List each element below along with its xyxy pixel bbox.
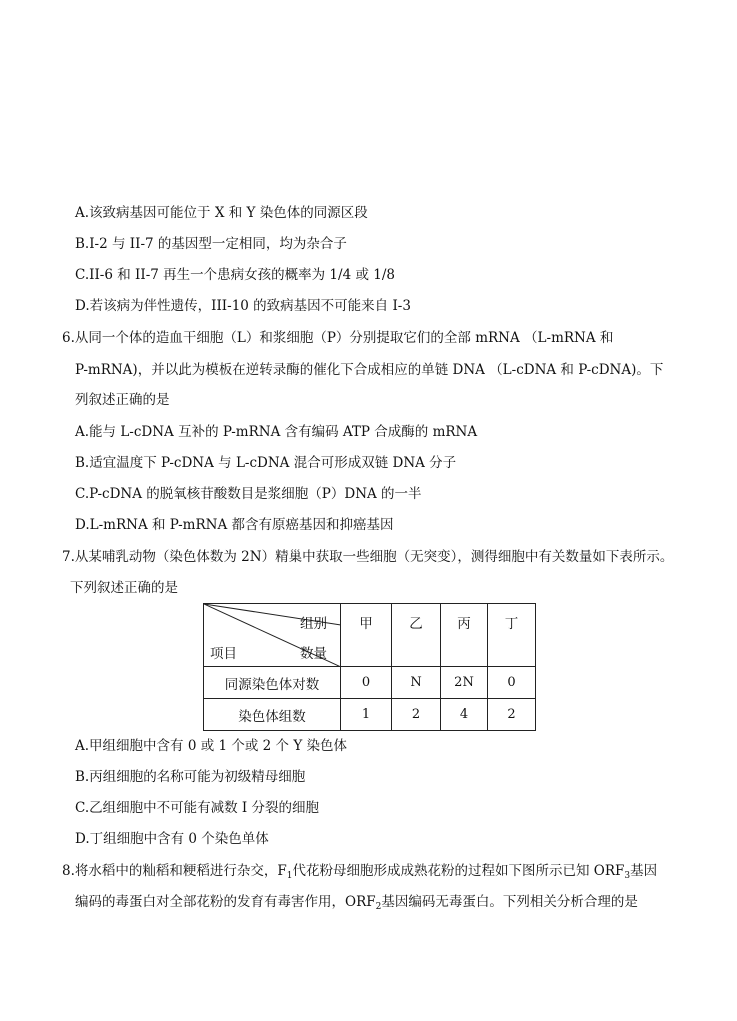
table-corner-cell (204, 604, 341, 667)
table-cell: 2 (488, 699, 536, 731)
q5-option-a: A.该致病基因可能位于 X 和 Y 染色体的同源区段 (75, 205, 368, 221)
table-cell: 4 (441, 699, 488, 731)
corner-label-group: 组别 (300, 616, 327, 632)
q7-option-a: A.甲组细胞中含有 0 或 1 个或 2 个 Y 染色体 (75, 738, 348, 754)
q7-stem-line-2: 下列叙述正确的是 (70, 580, 178, 596)
q6-option-c: C.P-cDNA 的脱氧核苷酸数目是浆细胞（P）DNA 的一半 (75, 486, 422, 502)
table-cell: 0 (488, 667, 536, 699)
table-row (204, 699, 536, 731)
row-label-chromosome-sets: 染色体组数 (204, 699, 341, 731)
group-header-bing: 丙 (441, 604, 488, 667)
q6-stem-line-1: 6.从同一个体的造血干细胞（L）和浆细胞（P）分别提取它们的全部 mRNA （L-mRNA 和 (62, 330, 614, 346)
q7-data-table (203, 603, 536, 731)
corner-label-quantity: 数量 (300, 646, 327, 662)
q8-stem-line-2 (75, 893, 638, 911)
q8-line1-sub-3: 3 (624, 871, 631, 881)
q6-stem-line-3: 列叙述正确的是 (75, 392, 170, 408)
q5-option-d: D.若该病为伴性遗传，III-10 的致病基因不可能来自 I-3 (75, 298, 411, 314)
q8-stem-line-1 (62, 862, 657, 880)
table-cell: 2 (392, 699, 441, 731)
group-header-jia: 甲 (341, 604, 392, 667)
table-cell: 0 (341, 667, 392, 699)
table-cell: 2N (441, 667, 488, 699)
table-cell: 1 (341, 699, 392, 731)
q5-option-b: B.I-2 与 II-7 的基因型一定相同，均为杂合子 (75, 236, 347, 252)
q8-line2-part-a: 编码的毒蛋白对全部花粉的发育有毒害作用，ORF (75, 894, 376, 910)
q8-line1-sub-1: 1 (286, 871, 293, 881)
q8-line2-part-b: 基因编码无毒蛋白。下列相关分析合理的是 (381, 894, 638, 910)
q7-stem-line-1: 7.从某哺乳动物（染色体数为 2N）精巢中获取一些细胞（无突变），测得细胞中有关数量如下表所示。 (62, 549, 674, 565)
group-header-ding: 丁 (488, 604, 536, 667)
q7-option-b: B.丙组细胞的名称可能为初级精母细胞 (75, 769, 306, 785)
q6-option-a: A.能与 L-cDNA 互补的 P-mRNA 含有编码 ATP 合成酶的 mRNA (75, 424, 478, 440)
table-row (204, 667, 536, 699)
q8-line1-part-a: 8.将水稻中的籼稻和粳稻进行杂交，F (62, 863, 287, 879)
q8-line1-part-c: 基因 (630, 863, 658, 879)
row-label-homologous-pairs: 同源染色体对数 (204, 667, 341, 699)
q8-line1-part-b: 代花粉母细胞形成成熟花粉的过程如下图所示已知 ORF (292, 863, 625, 879)
q6-option-d: D.L-mRNA 和 P-mRNA 都含有原癌基因和抑癌基因 (75, 517, 394, 533)
q7-option-d: D.丁组细胞中含有 0 个染色单体 (75, 831, 269, 847)
q6-option-b: B.适宜温度下 P-cDNA 与 L-cDNA 混合可形成双链 DNA 分子 (75, 455, 457, 471)
corner-label-item: 项目 (210, 646, 237, 662)
table-cell: N (392, 667, 441, 699)
q5-option-c: C.II-6 和 II-7 再生一个患病女孩的概率为 1/4 或 1/8 (75, 267, 395, 283)
q6-stem-line-2: P-mRNA)，并以此为模板在逆转录酶的催化下合成相应的单链 DNA （L-cDNA 和 P-cDNA)。下 (75, 362, 664, 378)
q7-option-c: C.乙组细胞中不可能有减数 I 分裂的细胞 (75, 800, 320, 816)
q8-line2-sub-2: 2 (375, 902, 382, 912)
group-header-yi: 乙 (392, 604, 441, 667)
